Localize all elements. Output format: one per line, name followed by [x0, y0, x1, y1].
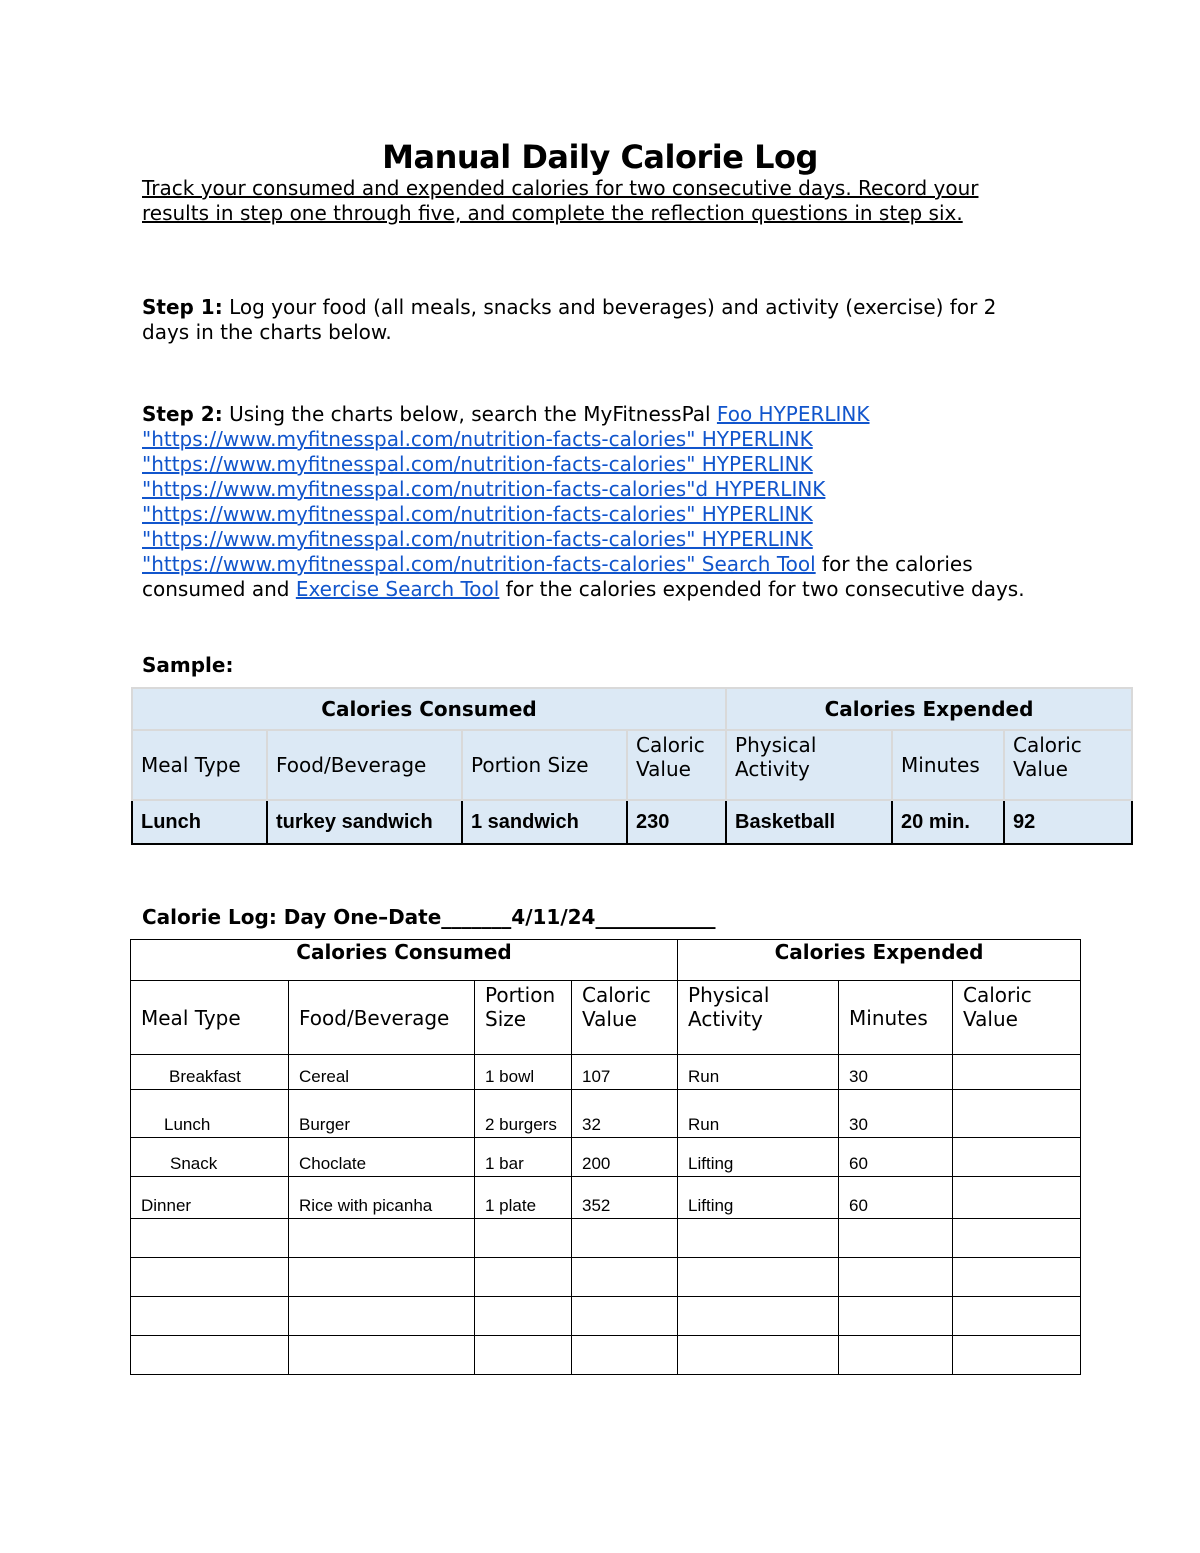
column-header: Food/Beverage: [267, 730, 462, 800]
table-cell: [953, 1055, 1081, 1090]
table-cell: 20 min.: [892, 800, 1004, 844]
table-row: [131, 1138, 1081, 1177]
day1-consumed-header: Calories Consumed: [131, 940, 678, 981]
table-cell: [953, 1090, 1081, 1138]
empty-cell[interactable]: [678, 1336, 839, 1375]
exercise-search-tool-link[interactable]: Exercise Search Tool: [295, 577, 500, 601]
step-2-label: Step 2:: [142, 402, 223, 426]
table-cell: 107: [572, 1055, 678, 1090]
column-header: Caloric Value: [1004, 730, 1132, 800]
empty-cell[interactable]: [678, 1258, 839, 1297]
table-row-empty: [131, 1297, 1081, 1336]
table-cell: 92: [1004, 800, 1132, 844]
table-cell: Burger: [289, 1090, 475, 1138]
empty-cell[interactable]: [572, 1219, 678, 1258]
column-header: Caloric Value: [627, 730, 726, 800]
empty-cell[interactable]: [289, 1297, 475, 1336]
empty-cell[interactable]: [953, 1258, 1081, 1297]
table-cell: Dinner: [131, 1177, 289, 1219]
table-cell: 1 bar: [475, 1138, 572, 1177]
column-header: Food/Beverage: [289, 981, 475, 1055]
table-cell: 30: [839, 1090, 953, 1138]
table-cell: Lifting: [678, 1177, 839, 1219]
page-title: Manual Daily Calorie Log: [382, 138, 818, 176]
table-cell: 2 burgers: [475, 1090, 572, 1138]
table-cell: Cereal: [289, 1055, 475, 1090]
empty-cell[interactable]: [131, 1336, 289, 1375]
empty-cell[interactable]: [475, 1336, 572, 1375]
day1-expended-header: Calories Expended: [678, 940, 1081, 981]
table-row-empty: [131, 1219, 1081, 1258]
table-cell: 30: [839, 1055, 953, 1090]
food-search-tool-link[interactable]: Foo HYPERLINK "https://www.myfitnesspal.com/nutrition-facts-calories" HYPERLINK "https://www.myfitnesspal.com/nutrition-facts-calories" HYPERLINK "https://www.myfitnesspal.com/nutrition-facts-calories"d HYPERLINK "https://www.myfitnesspal.com/nutrition-facts-calories" HYPERLINK "https://www.myfitnesspal.com/nutrition-facts-calories" HYPERLINK "https://www.myfitnesspal.com/nutrition-facts-calories" Search Tool: [142, 402, 870, 576]
sample-table: [131, 687, 1133, 845]
table-cell: 60: [839, 1138, 953, 1177]
day-one-label: Calorie Log: Day One–Date_______4/11/24____________: [142, 905, 716, 929]
table-cell: 1 sandwich: [462, 800, 627, 844]
intro-text: Track your consumed and expended calories for two consecutive days. Record your results in step one through five, and complete the reflection questions in step six.: [142, 176, 979, 225]
empty-cell[interactable]: [289, 1219, 475, 1258]
empty-cell[interactable]: [953, 1219, 1081, 1258]
step-1-text: Log your food (all meals, snacks and beverages) and activity (exercise) for 2 days in the charts below.: [142, 295, 997, 344]
column-header: Meal Type: [131, 981, 289, 1055]
sample-expended-header: Calories Expended: [726, 688, 1132, 730]
empty-cell[interactable]: [131, 1219, 289, 1258]
table-cell: Lunch: [131, 1090, 289, 1138]
empty-cell[interactable]: [475, 1297, 572, 1336]
empty-cell[interactable]: [131, 1297, 289, 1336]
column-header: Portion Size: [462, 730, 627, 800]
table-cell: Rice with picanha: [289, 1177, 475, 1219]
step-2-text-before: Using the charts below, search the MyFitnessPal: [222, 402, 717, 426]
table-cell: Breakfast: [131, 1055, 289, 1090]
step-2-text-after: for the calories expended for two consecutive days.: [499, 577, 1025, 601]
step-1: [142, 295, 1042, 345]
column-header: Meal Type: [132, 730, 267, 800]
table-cell: 1 bowl: [475, 1055, 572, 1090]
table-cell: 1 plate: [475, 1177, 572, 1219]
table-cell: turkey sandwich: [267, 800, 462, 844]
column-header: Minutes: [892, 730, 1004, 800]
table-cell: Lunch: [132, 800, 267, 844]
table-row: [131, 1090, 1081, 1138]
empty-cell[interactable]: [839, 1336, 953, 1375]
column-header: Minutes: [839, 981, 953, 1055]
table-cell: 230: [627, 800, 726, 844]
table-cell: Snack: [131, 1138, 289, 1177]
empty-cell[interactable]: [289, 1258, 475, 1297]
empty-cell[interactable]: [839, 1258, 953, 1297]
sample-consumed-header: Calories Consumed: [132, 688, 726, 730]
table-cell: Run: [678, 1090, 839, 1138]
empty-cell[interactable]: [475, 1258, 572, 1297]
column-header: Caloric Value: [953, 981, 1081, 1055]
table-row: [131, 1055, 1081, 1090]
empty-cell[interactable]: [953, 1297, 1081, 1336]
table-row-empty: [131, 1336, 1081, 1375]
table-cell: [953, 1177, 1081, 1219]
empty-cell[interactable]: [572, 1258, 678, 1297]
column-header: Physical Activity: [726, 730, 892, 800]
empty-cell[interactable]: [572, 1336, 678, 1375]
table-row: [131, 1177, 1081, 1219]
empty-cell[interactable]: [289, 1336, 475, 1375]
empty-cell[interactable]: [572, 1297, 678, 1336]
table-cell: 60: [839, 1177, 953, 1219]
empty-cell[interactable]: [131, 1258, 289, 1297]
table-cell: 32: [572, 1090, 678, 1138]
empty-cell[interactable]: [678, 1219, 839, 1258]
column-header: Portion Size: [475, 981, 572, 1055]
empty-cell[interactable]: [678, 1297, 839, 1336]
table-cell: Basketball: [726, 800, 892, 844]
column-header: Physical Activity: [678, 981, 839, 1055]
sample-label: Sample:: [142, 653, 234, 677]
table-cell: 352: [572, 1177, 678, 1219]
empty-cell[interactable]: [839, 1219, 953, 1258]
empty-cell[interactable]: [953, 1336, 1081, 1375]
table-cell: Lifting: [678, 1138, 839, 1177]
step-1-label: Step 1:: [142, 295, 223, 319]
table-cell: 200: [572, 1138, 678, 1177]
column-header: Caloric Value: [572, 981, 678, 1055]
empty-cell[interactable]: [839, 1297, 953, 1336]
table-cell: [953, 1138, 1081, 1177]
empty-cell[interactable]: [475, 1219, 572, 1258]
day-one-table: [130, 939, 1081, 1375]
step-2-text-middle: for the calories consumed and: [142, 552, 973, 601]
table-cell: Run: [678, 1055, 839, 1090]
table-row-empty: [131, 1258, 1081, 1297]
step-2: [142, 402, 1042, 602]
table-cell: Choclate: [289, 1138, 475, 1177]
